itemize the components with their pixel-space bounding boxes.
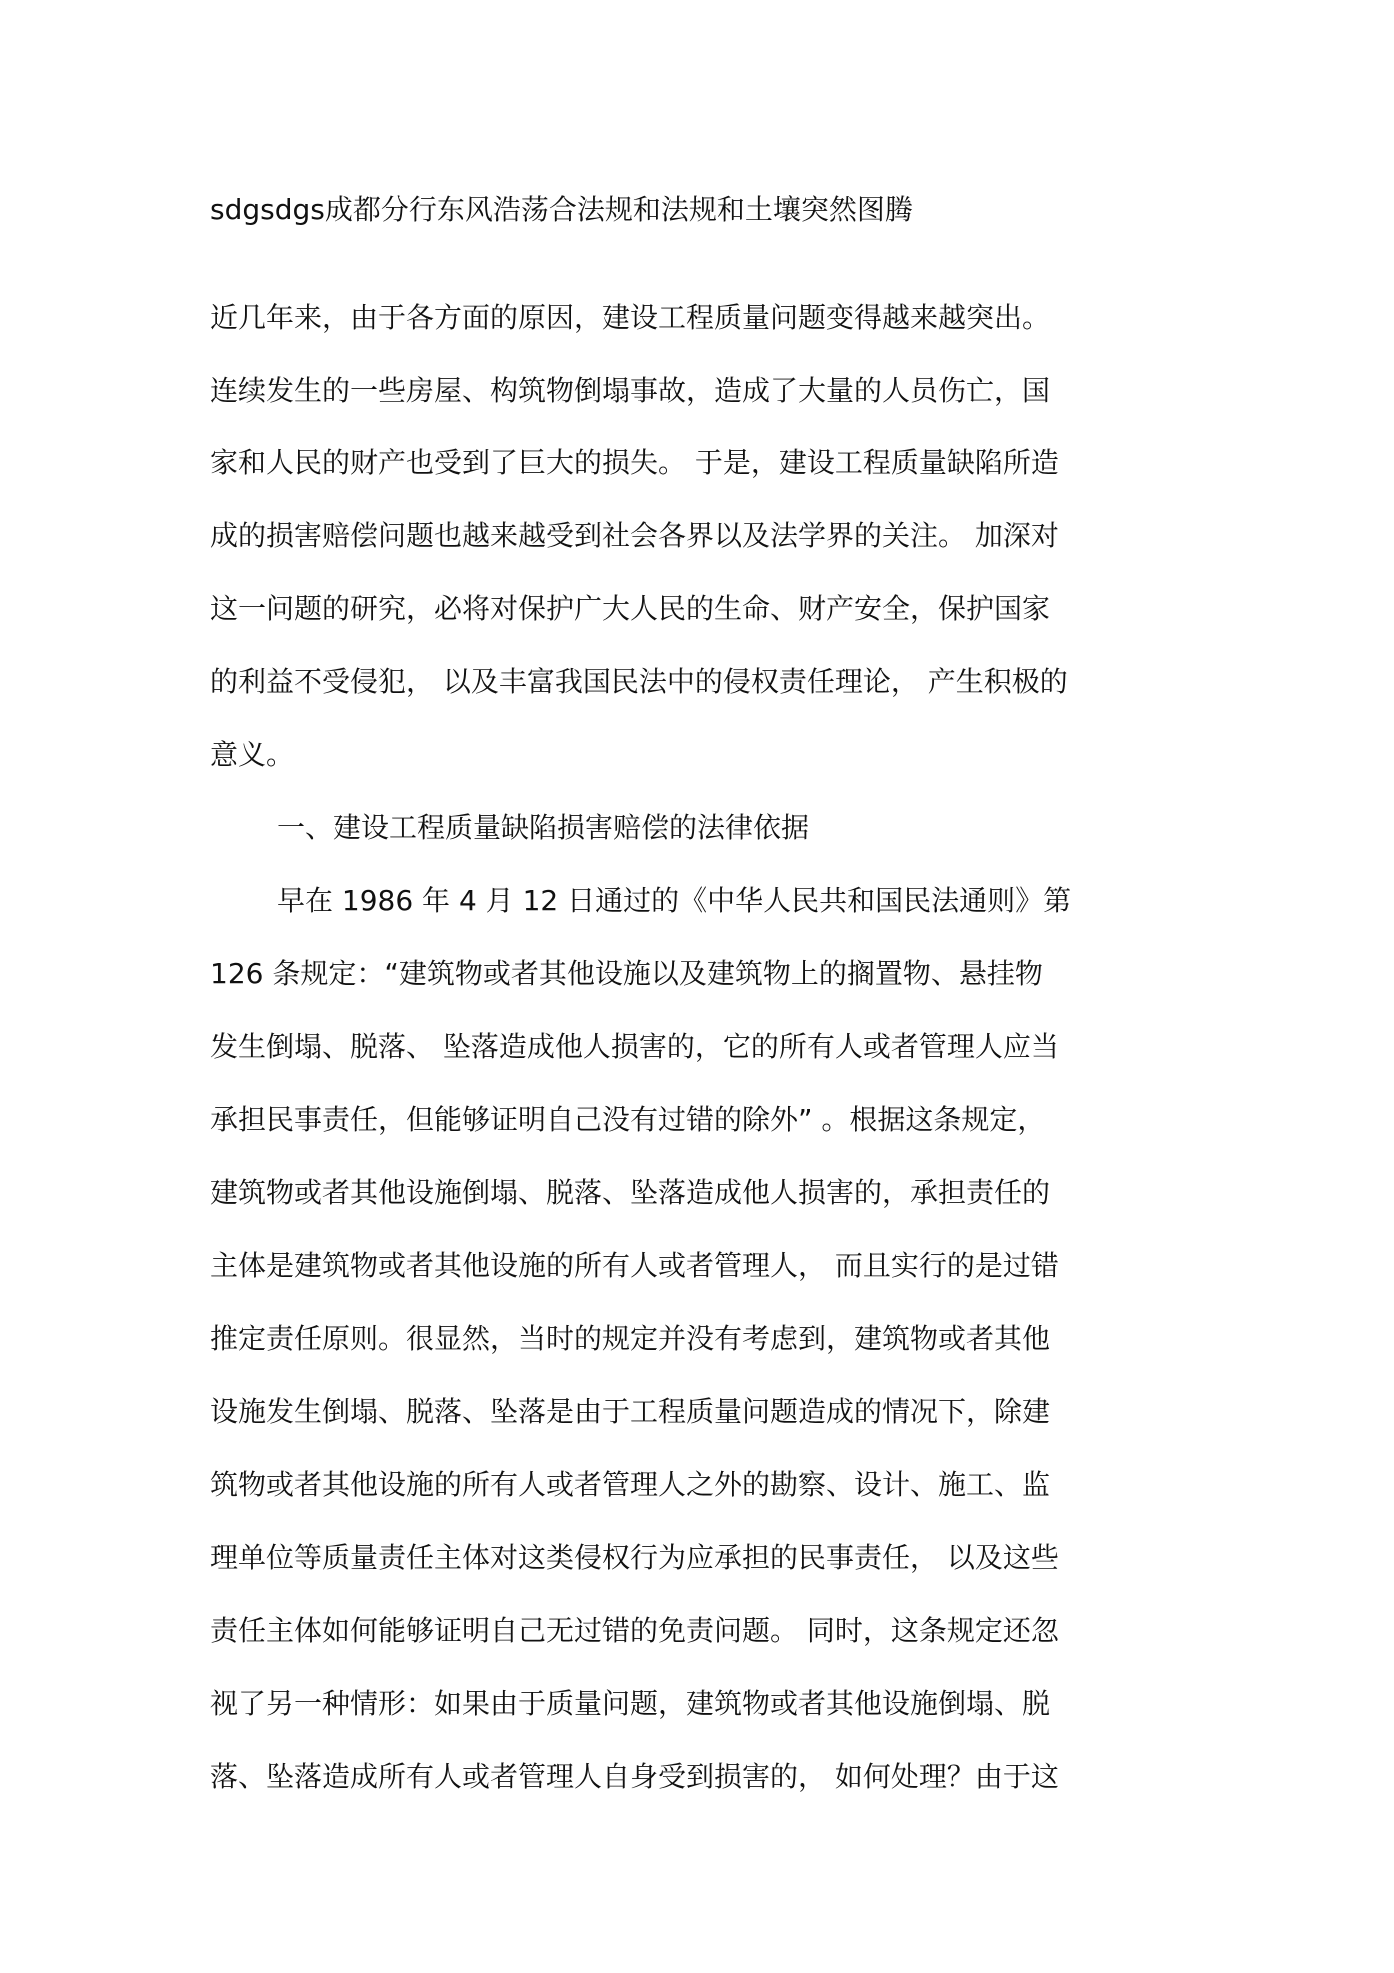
- paragraph-2-line-2: 126 条规定：“建筑物或者其他设施以及建筑物上的搁置物、悬挂物: [210, 957, 1043, 990]
- paragraph-1-line-1: 近几年来，由于各方面的原因，建设工程质量问题变得越来越突出。: [210, 301, 1051, 334]
- paragraph-2-line-11: 责任主体如何能够证明自己无过错的免责问题。 同时，这条规定还忽: [210, 1614, 1059, 1647]
- paragraph-2-line-4: 承担民事责任，但能够证明自己没有过错的除外” 。根据这条规定，: [210, 1103, 1046, 1136]
- paragraph-1-line-6: 的利益不受侵犯， 以及丰富我国民法中的侵权责任理论， 产生积极的: [210, 665, 1068, 698]
- paragraph-1-line-2: 连续发生的一些房屋、构筑物倒塌事故，造成了大量的人员伤亡，国: [210, 374, 1051, 407]
- paragraph-1-line-5: 这一问题的研究，必将对保护广大人民的生命、财产安全，保护国家: [210, 592, 1051, 625]
- paragraph-2-line-12: 视了另一种情形：如果由于质量问题，建筑物或者其他设施倒塌、脱: [210, 1687, 1051, 1720]
- paragraph-2-line-7: 推定责任原则。很显然，当时的规定并没有考虑到，建筑物或者其他: [210, 1322, 1051, 1355]
- document-title: sdgsdgs成都分行东风浩荡合法规和法规和土壤突然图腾: [210, 193, 913, 226]
- paragraph-1-line-3: 家和人民的财产也受到了巨大的损失。 于是，建设工程质量缺陷所造: [210, 446, 1059, 479]
- paragraph-2-line-6: 主体是建筑物或者其他设施的所有人或者管理人， 而且实行的是过错: [210, 1249, 1059, 1282]
- section-heading: 一、建设工程质量缺陷损害赔偿的法律依据: [277, 811, 810, 844]
- paragraph-1-line-7: 意义。: [210, 738, 295, 771]
- paragraph-1-line-4: 成的损害赔偿问题也越来越受到社会各界以及法学界的关注。 加深对: [210, 519, 1059, 552]
- paragraph-2-line-8: 设施发生倒塌、脱落、坠落是由于工程质量问题造成的情况下，除建: [210, 1395, 1051, 1428]
- paragraph-2-line-10: 理单位等质量责任主体对这类侵权行为应承担的民事责任， 以及这些: [210, 1541, 1059, 1574]
- paragraph-2-line-5: 建筑物或者其他设施倒塌、脱落、坠落造成他人损害的，承担责任的: [210, 1176, 1051, 1209]
- paragraph-2-line-1: 早在 1986 年 4 月 12 日通过的《中华人民共和国民法通则》第: [277, 884, 1072, 917]
- paragraph-2-line-13: 落、坠落造成所有人或者管理人自身受到损害的， 如何处理？由于这: [210, 1760, 1059, 1793]
- paragraph-2-line-3: 发生倒塌、脱落、 坠落造成他人损害的，它的所有人或者管理人应当: [210, 1030, 1059, 1063]
- paragraph-2-line-9: 筑物或者其他设施的所有人或者管理人之外的勘察、设计、施工、监: [210, 1468, 1051, 1501]
